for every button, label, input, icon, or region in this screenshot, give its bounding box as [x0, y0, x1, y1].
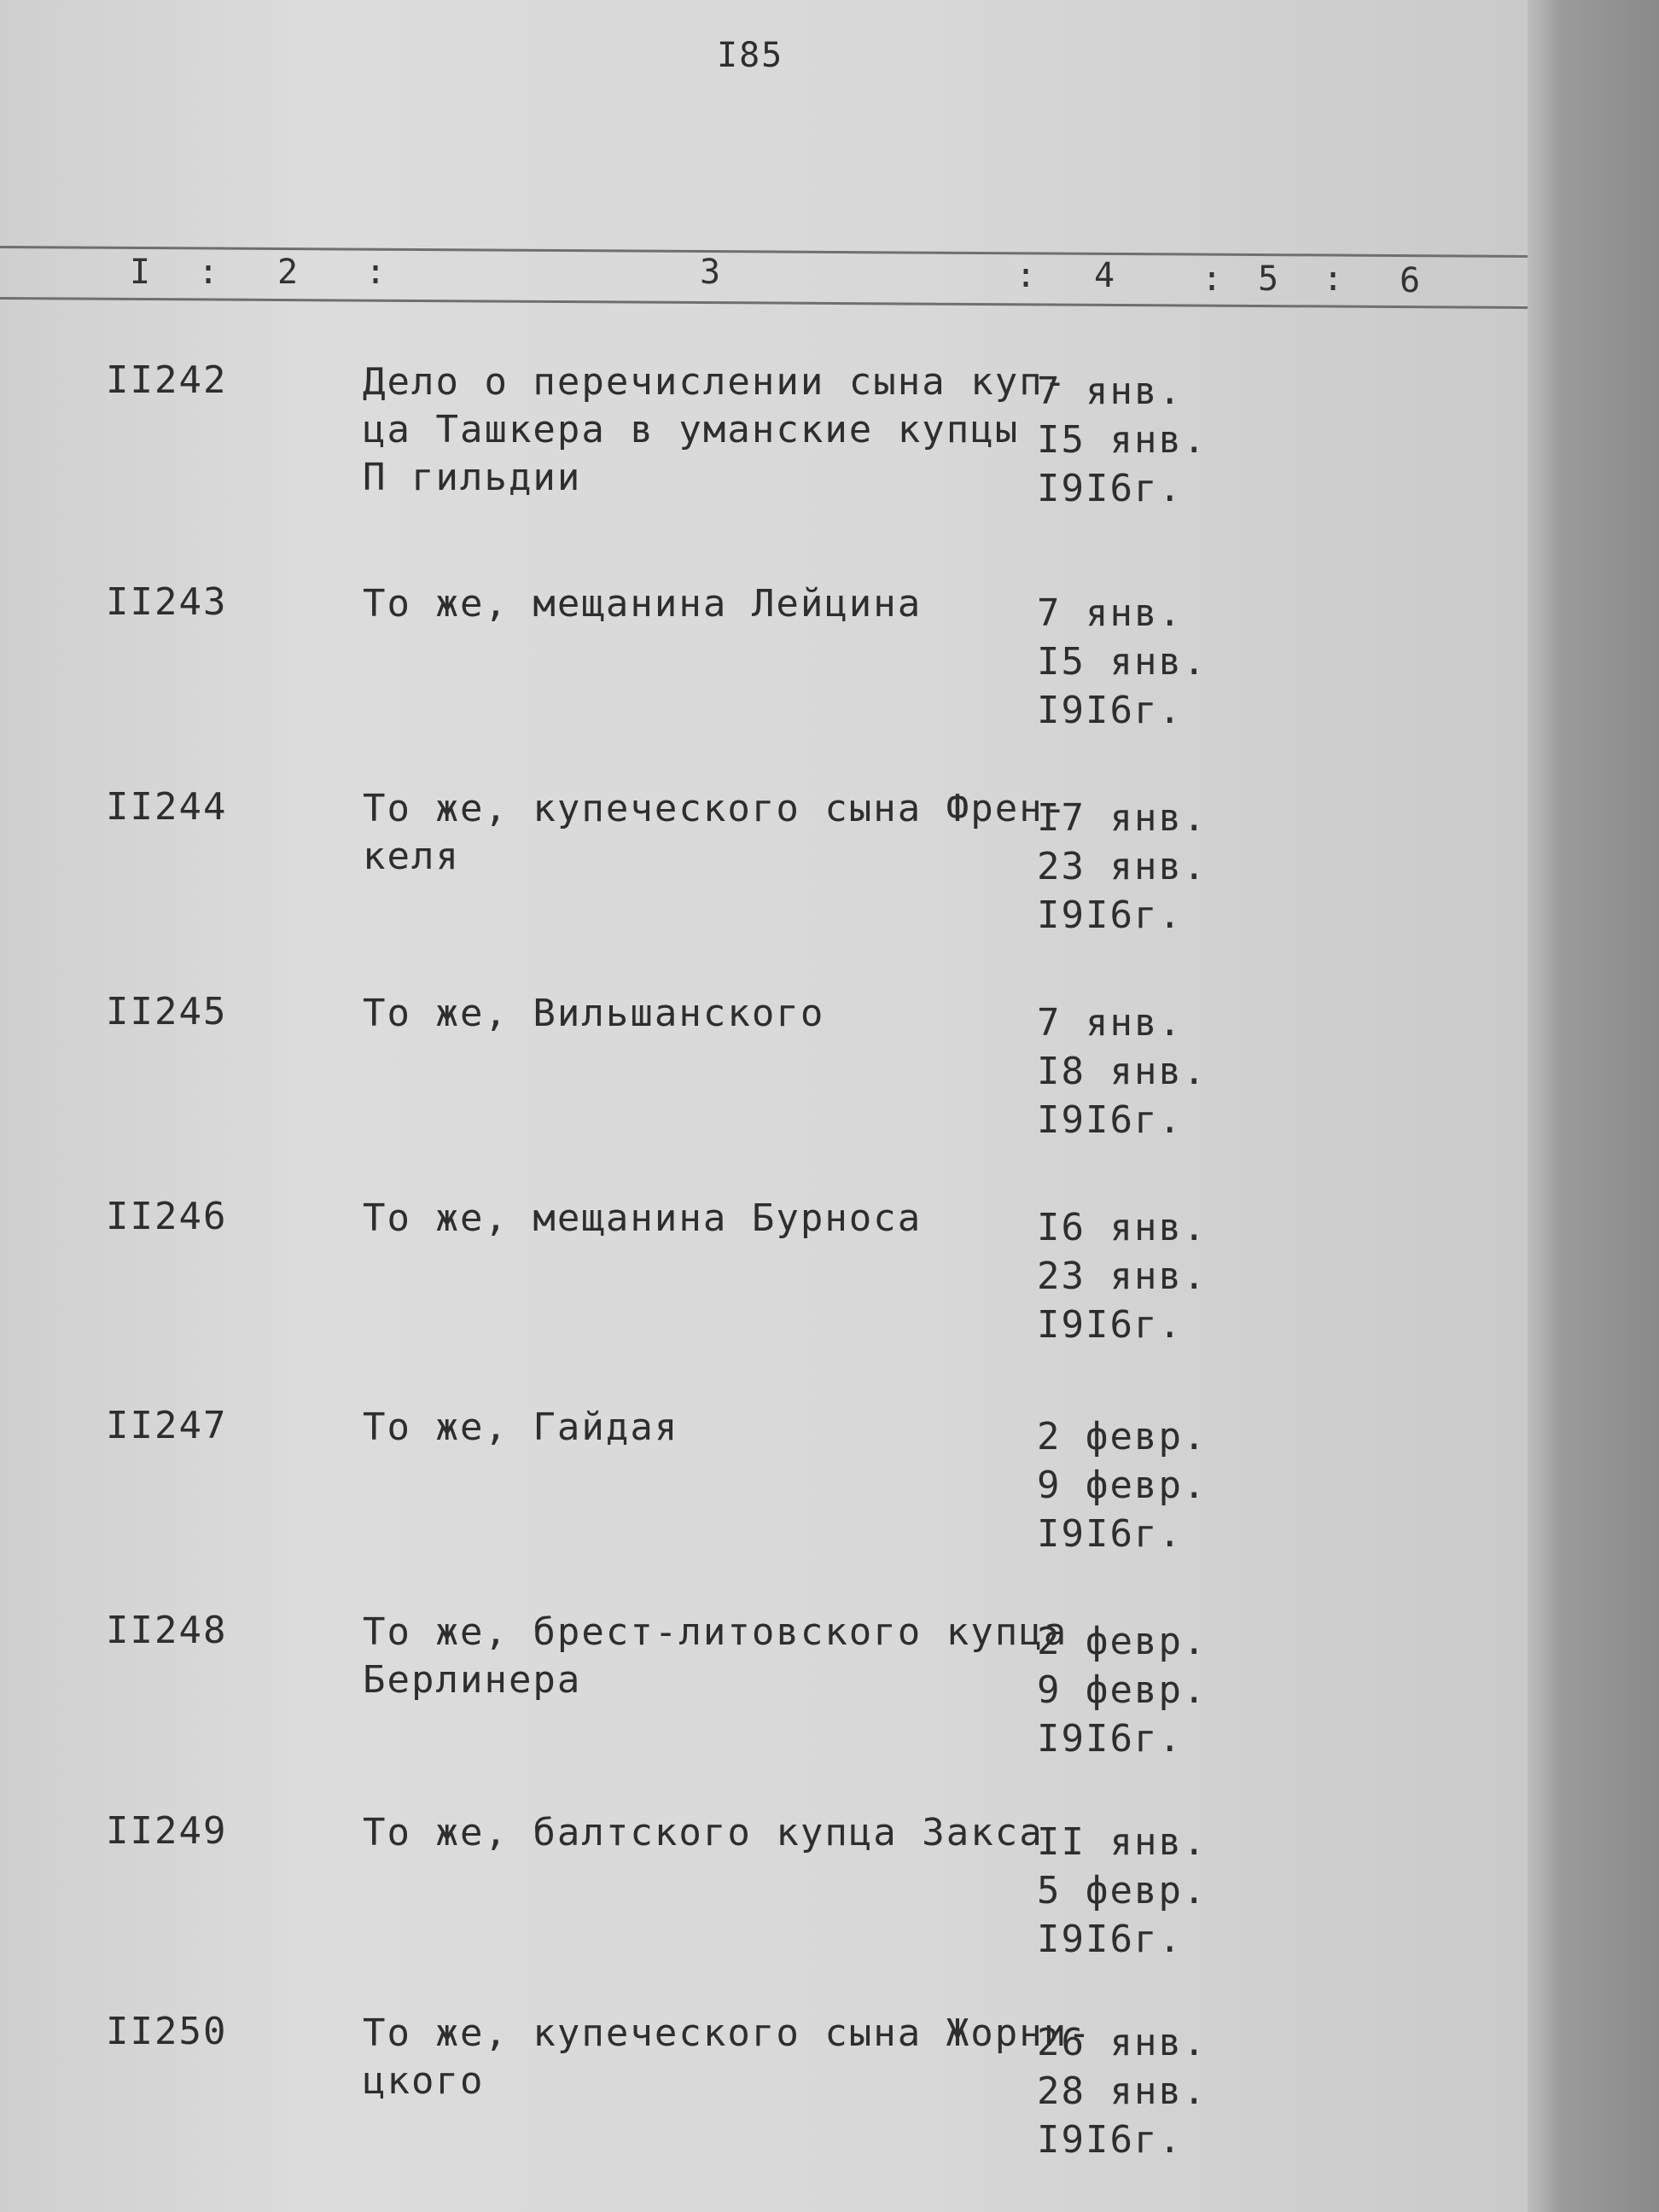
entry-dates — [1037, 1203, 1207, 1349]
entry-description — [363, 1809, 1044, 1857]
date-start: II янв. — [1037, 1820, 1208, 1864]
entry-description — [363, 990, 824, 1038]
date-start: 7 янв. — [1037, 591, 1183, 635]
description-line: То же, Гайдая — [363, 1406, 679, 1449]
date-end: 9 февр. — [1037, 1464, 1208, 1507]
date-year: I9I6г. — [1037, 1717, 1183, 1761]
entry-number: II245 — [106, 990, 228, 1033]
date-end: 28 янв. — [1037, 2069, 1208, 2113]
column-separator: : — [365, 253, 387, 292]
column-header-2: 2 — [277, 253, 299, 292]
entry-dates — [1037, 998, 1207, 1144]
description-line: То же, мещанина Бурноса — [363, 1196, 923, 1240]
description-line: То же, балтского купца Закса — [363, 1811, 1044, 1854]
description-line: То же, купеческого сына Жорни- — [363, 2011, 1092, 2055]
description-line: Дело о перечислении сына куп- — [363, 360, 1068, 404]
column-header-5: 5 — [1258, 259, 1279, 299]
entry-number: II246 — [106, 1195, 228, 1238]
description-line: То же, брест-литовского купца — [363, 1610, 1068, 1654]
entry-number: II248 — [106, 1609, 228, 1652]
entry-dates — [1037, 589, 1207, 735]
description-line: Берлинера — [363, 1658, 582, 1702]
date-year: I9I6г. — [1037, 1918, 1183, 1961]
description-line: П гильдии — [363, 456, 582, 499]
column-header-6: 6 — [1400, 261, 1421, 300]
entry-number: II250 — [106, 2010, 228, 2053]
column-separator: : — [1016, 256, 1037, 295]
page-number: I85 — [717, 36, 784, 75]
date-end: 23 янв. — [1037, 845, 1208, 888]
date-year: I9I6г. — [1037, 894, 1183, 937]
date-start: I6 янв. — [1037, 1206, 1208, 1249]
description-line: То же, купеческого сына Френ- — [363, 787, 1068, 830]
entry-number: II243 — [106, 580, 228, 624]
date-end: 5 февр. — [1037, 1869, 1208, 1912]
entry-dates — [1037, 367, 1207, 513]
entry-dates — [1037, 1818, 1207, 1964]
date-year: I9I6г. — [1037, 1303, 1183, 1347]
column-header-4: 4 — [1094, 256, 1115, 295]
description-line: келя — [363, 835, 460, 878]
entry-dates — [1037, 1412, 1207, 1558]
entry-number: II242 — [106, 358, 228, 402]
entry-description — [363, 1404, 678, 1452]
date-year: I9I6г. — [1037, 2118, 1183, 2162]
date-end: I5 янв. — [1037, 418, 1208, 462]
date-year: I9I6г. — [1037, 1512, 1183, 1556]
date-start: I7 янв. — [1037, 796, 1208, 840]
date-end: I5 янв. — [1037, 640, 1208, 684]
entry-number: II247 — [106, 1404, 228, 1447]
column-header-3: 3 — [700, 253, 721, 292]
description-line: цкого — [363, 2059, 485, 2103]
column-header-row — [0, 247, 1528, 299]
entry-description — [363, 2010, 1092, 2105]
column-separator: : — [1202, 259, 1223, 299]
date-year: I9I6г. — [1037, 467, 1183, 510]
date-year: I9I6г. — [1037, 689, 1183, 732]
entry-description — [363, 785, 1068, 881]
entry-description — [363, 580, 922, 628]
date-start: 2 февр. — [1037, 1620, 1208, 1663]
entry-number: II249 — [106, 1809, 228, 1853]
entry-description — [363, 1609, 1068, 1704]
entry-dates — [1037, 2018, 1207, 2164]
date-start: 7 янв. — [1037, 1001, 1183, 1045]
entry-dates — [1037, 1617, 1207, 1763]
date-start: 7 янв. — [1037, 370, 1183, 413]
background-surface — [1562, 0, 1659, 2212]
date-start: 26 янв. — [1037, 2021, 1208, 2064]
entry-description — [363, 1195, 922, 1243]
date-end: 9 февр. — [1037, 1668, 1208, 1712]
date-start: 2 февр. — [1037, 1415, 1208, 1458]
entry-description — [363, 358, 1068, 502]
date-end: I8 янв. — [1037, 1050, 1208, 1093]
date-end: 23 янв. — [1037, 1254, 1208, 1298]
date-year: I9I6г. — [1037, 1098, 1183, 1142]
description-line: ца Ташкера в уманские купцы — [363, 408, 1020, 451]
column-separator: : — [1323, 259, 1344, 299]
description-line: То же, мещанина Лейцина — [363, 582, 923, 626]
header-rule-bottom — [0, 297, 1528, 309]
entry-number: II244 — [106, 785, 228, 829]
column-header-1: I — [130, 253, 151, 292]
entry-dates — [1037, 794, 1207, 940]
description-line: То же, Вильшанского — [363, 992, 825, 1035]
page-stack-edge — [1528, 0, 1562, 2212]
column-separator: : — [198, 253, 219, 292]
